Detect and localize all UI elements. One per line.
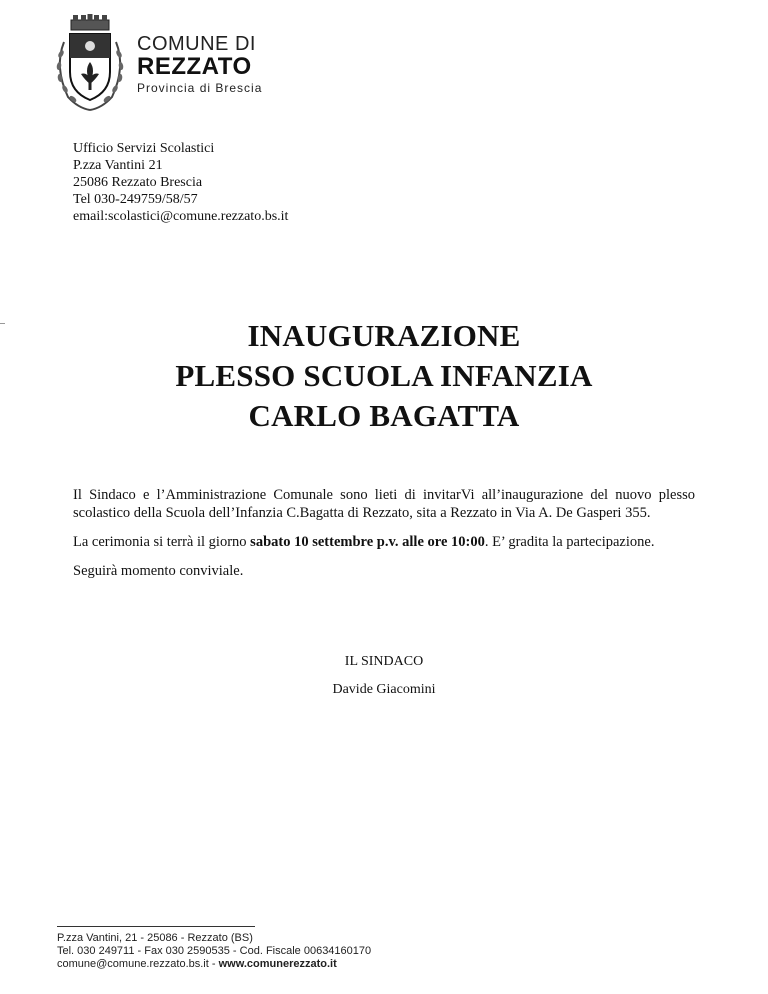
office-email: email:scolastici@comune.rezzato.bs.it <box>73 209 289 224</box>
title-line-3: CARLO BAGATTA <box>248 398 520 433</box>
title-line-1: INAUGURAZIONE <box>247 318 521 353</box>
signature-role: IL SINDACO <box>344 654 424 669</box>
footer-contact <box>57 932 371 971</box>
office-name: Ufficio Servizi Scolastici <box>73 141 215 156</box>
footer-email: comune@comune.rezzato.bs.it - <box>57 958 219 970</box>
ceremony-closing: . E’ gradita la partecipazione. <box>484 534 655 550</box>
office-city: 25086 Rezzato Brescia <box>73 175 203 190</box>
footer-phone-fax: Tel. 030 249711 - Fax 030 2590535 - Cod. Fiscale 00634160170 <box>57 945 372 957</box>
invitation-body <box>73 486 695 591</box>
invitation-paragraph-1: Il Sindaco e l’Amministrazione Comunale sono lieti di invitarVi all’inaugurazione del nuovo plesso scolastico della Scuola dell’Infanzia C.Bagatta di Rezzato, sita a Rezzato in Via A. De Gasperi 355. <box>73 487 695 521</box>
invitation-paragraph-3: Seguirà momento conviviale. <box>73 563 244 579</box>
logo-rezzato: REZZATO <box>137 53 252 80</box>
office-phone: Tel 030-249759/58/57 <box>73 192 198 207</box>
signature-name: Davide Giacomini <box>332 682 436 697</box>
municipality-logo-text <box>137 34 262 94</box>
title-line-2: PLESSO SCUOLA INFANZIA <box>175 358 593 393</box>
signature-block <box>0 654 768 710</box>
footer-email-web <box>57 958 371 971</box>
office-street: P.zza Vantini 21 <box>73 158 163 173</box>
footer-website: www.comunerezzato.it <box>218 958 337 970</box>
footer-divider <box>57 926 255 927</box>
ceremony-date-time: sabato 10 settembre p.v. alle ore 10:00 <box>250 534 485 550</box>
office-address-block <box>73 140 288 225</box>
document-title <box>0 316 768 436</box>
footer-address: P.zza Vantini, 21 - 25086 - Rezzato (BS) <box>57 932 253 944</box>
municipal-crest-logo <box>50 12 130 112</box>
logo-provincia: Provincia di Brescia <box>137 81 263 95</box>
logo-comune-di: COMUNE DI <box>137 33 256 55</box>
invitation-paragraph-2 <box>73 533 695 551</box>
ceremony-intro: La cerimonia si terrà il giorno <box>73 534 251 550</box>
